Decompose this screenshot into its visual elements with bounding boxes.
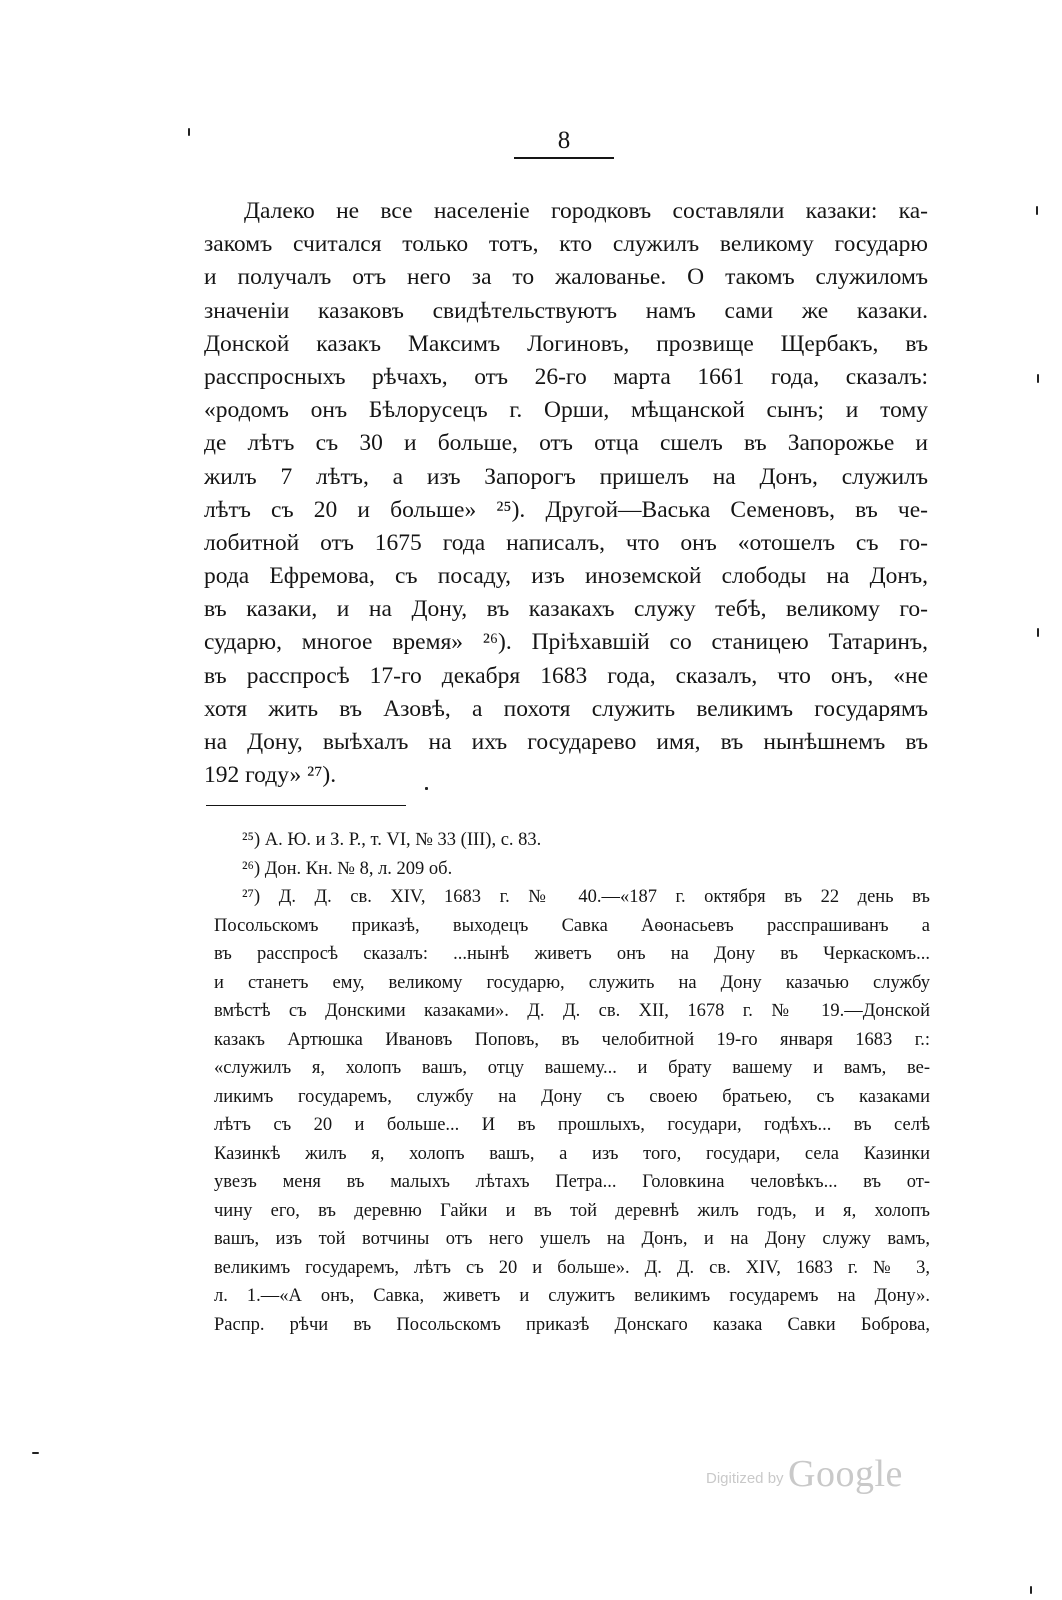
body-line: расспросныхъ рѣчахъ, отъ 26-го марта 1661 года, сказалъ:: [204, 363, 928, 390]
scan-speck: [1037, 628, 1039, 637]
footnote-separator: [206, 805, 406, 806]
footnote-line: Казинкѣ жилъ я, холопъ вашъ, а изъ того, государи, села Казинки: [214, 1143, 930, 1164]
body-line: 192 году» ²⁷).: [204, 762, 337, 789]
body-line: въ казаки, и на Дону, въ казакахъ служу тебѣ, великому го-: [204, 596, 928, 623]
scan-speck: [188, 128, 190, 136]
body-paragraph: [204, 195, 928, 792]
body-line: Далеко не все населеніе городковъ составляли казаки: ка-: [244, 198, 928, 224]
footnote-line: Распр. рѣчи въ Посольскомъ приказѣ Донскаго казака Савки Боброва,: [214, 1314, 930, 1335]
watermark-prefix: Digitized by: [706, 1470, 784, 1487]
footnote-26: ²⁶) Дон. Кн. № 8, л. 209 об.: [242, 858, 453, 879]
scan-speck: [425, 787, 428, 790]
digitized-by-watermark: [706, 1452, 926, 1500]
footnote-line: и станетъ ему, великому государю, служить на Дону казачью службу: [214, 972, 930, 993]
footnote-line: казакъ Артюшка Ивановъ Поповъ, въ челобитной 19-го января 1683 г.:: [214, 1029, 930, 1050]
body-line: хотя жить въ Азовѣ, а похотя служить великимъ государямъ: [204, 695, 928, 722]
scan-speck: [1036, 206, 1038, 215]
body-line: закомъ считался только тотъ, кто служилъ великому государю: [204, 231, 928, 258]
body-line: рода Ефремова, съ посаду, изъ иноземской слободы на Донъ,: [204, 563, 928, 590]
footnote-line: Посольскомъ приказѣ, выходецъ Савка Аѳонасьевъ расспрашиванъ а: [214, 915, 930, 936]
footnote-25: ²⁵) А. Ю. и З. Р., т. VI, № 33 (III), с. 83.: [242, 830, 542, 850]
google-logo: Google: [788, 1453, 903, 1495]
footnotes: [214, 826, 930, 1339]
footnote-line: вмѣстѣ съ Донскими казаками». Д. Д. св. XII, 1678 г. № 19.—Донской: [214, 1001, 930, 1021]
scan-speck: [32, 1452, 39, 1454]
body-line: Донской казакъ Максимъ Логиновъ, прозвище Щербакъ, въ: [204, 330, 928, 357]
footnote-line: «служилъ я, холопъ вашъ, отцу вашему... и брату вашему и вамъ, ве-: [214, 1058, 930, 1078]
page-number-rule: [514, 157, 614, 159]
footnote-line: великимъ государемъ, лѣтъ съ 20 и больше». Д. Д. св. XIV, 1683 г. № 3,: [214, 1257, 930, 1278]
footnote-line: увезъ меня въ малыхъ лѣтахъ Петра... Головкина человѣкъ... въ от-: [214, 1172, 930, 1192]
footnote-27: ²⁷) Д. Д. св. XIV, 1683 г. № 40.—«187 г. октября въ 22 день въ: [242, 887, 930, 907]
footnote-line: лѣтъ съ 20 и больше... И въ прошлыхъ, государи, годѣхъ... въ селѣ: [214, 1115, 930, 1135]
body-line: де лѣтъ съ 30 и больше, отъ отца сшелъ въ Запорожье и: [204, 430, 928, 457]
body-line: сударю, многое время» ²⁶). Пріѣхавшій со станицею Татаринъ,: [204, 629, 928, 656]
body-line: и получалъ отъ него за то жалованье. О такомъ служиломъ: [204, 264, 928, 291]
body-line: лѣтъ съ 20 и больше» ²⁵). Другой—Васька Семеновъ, въ че-: [204, 496, 928, 523]
body-line: «родомъ онъ Бѣлорусецъ г. Орши, мѣщанской сынъ; и тому: [204, 397, 928, 424]
body-line: на Дону, выѣхалъ на ихъ государево имя, въ нынѣшнемъ въ: [204, 729, 928, 755]
footnote-line: л. 1.—«А онъ, Савка, живетъ и служитъ великимъ государемъ на Дону».: [214, 1286, 930, 1306]
page-number: 8: [557, 127, 571, 154]
body-line: въ расспросѣ 17-го декабря 1683 года, сказалъ, что онъ, «не: [204, 662, 928, 689]
body-line: жилъ 7 лѣтъ, а изъ Запорогъ пришелъ на Донъ, служилъ: [204, 463, 928, 490]
body-line: лобитной отъ 1675 года написалъ, что онъ «отошелъ съ го-: [204, 529, 928, 556]
scan-speck: [1030, 1586, 1032, 1594]
body-line: значеніи казаковъ свидѣтельствуютъ намъ сами же казаки.: [204, 297, 928, 324]
footnote-line: въ расспросѣ сказалъ: ...нынѣ живетъ онъ на Дону въ Черкаскомъ...: [214, 944, 930, 964]
footnote-line: ликимъ государемъ, службу на Дону съ своею братьею, съ казаками: [214, 1086, 930, 1107]
footnote-line: чину его, въ деревню Гайки и въ той деревнѣ жилъ годъ, и я, холопъ: [214, 1200, 930, 1221]
footnote-line: вашъ, изъ той вотчины отъ него ушелъ на Донъ, и на Дону служу вамъ,: [214, 1229, 930, 1249]
scan-speck: [1037, 374, 1039, 383]
